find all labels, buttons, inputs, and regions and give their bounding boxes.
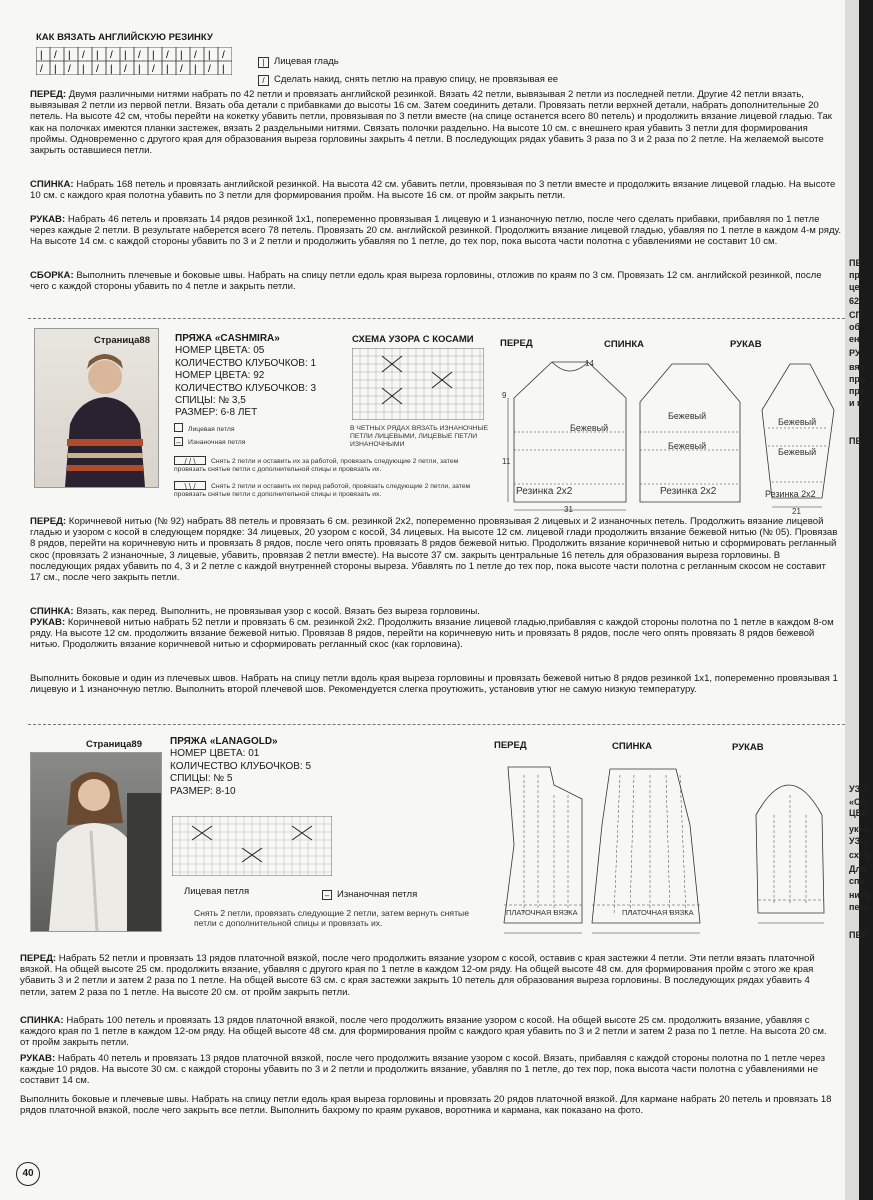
rib-chart-symbol: /	[82, 50, 85, 61]
page-number: 40	[16, 1162, 40, 1186]
back-instructions-1: СПИНКА: Набрать 168 петель и провязать английской резинкой. На высота 42 см. убавить петли, провязывая по 3 петли вместе и продолжить вязание лицевой гладью. На высоте 10 см. с каждого края полотна убавить по 3 петли для формирования пройм. На высоте 16 см. от пройм закрыть петли.	[30, 179, 836, 202]
scheme-title: СХЕМА УЗОРА С КОСАМИ	[352, 334, 474, 345]
legend-yarn-over: / Сделать накид, снять петлю на правую спицу, не провязывая ее	[258, 74, 558, 86]
rib-chart-symbol: /	[180, 64, 183, 75]
edge-text-fragment: Для	[849, 864, 867, 874]
rib-chart-symbol: /	[96, 64, 99, 75]
diagram-back-label: СПИНКА	[604, 339, 645, 350]
sleeve-instructions-1: РУКАВ: Набрать 46 петель и провязать 14 рядов резинкой 1х1, попеременно провязывая 1 лицевую и 1 изнаночную петлю, после чего сделать прибавки, прибавляя по 1 петле через каждые 2 петли. В результате наберется всего 78 петель. Провязать 20 см. английской резинкой. Продолжить вязание лицевой гладью, убавляя по 1 петле в каждом 4-м ряду. На высоте 14 см. с каждой стороны убавить по 3 и 2 петли и продолжить убавляя по 1 петле, до тех пор, пока высота части полотна с убавлениями не составит 10 см.	[30, 214, 842, 248]
cable-pattern-chart	[172, 816, 332, 876]
diagram-front-label: ПЕРЕД	[494, 740, 527, 751]
edge-text-fragment: пр	[849, 270, 860, 280]
rib-chart-symbol: |	[124, 50, 127, 61]
rib-chart-symbol: /	[166, 50, 169, 61]
legend-cable: Снять 2 петли, провязать следующие 2 петли, затем вернуть снятые петли с дополнительной спицы и провязать их.	[194, 908, 469, 928]
diagram-sleeve-label: РУКАВ	[732, 742, 764, 753]
edge-text-fragment: УЗО	[849, 784, 868, 794]
dim-31: 31	[564, 505, 573, 514]
rib-chart-symbol: /	[54, 50, 57, 61]
page-reference: Страница89	[86, 739, 142, 750]
garter-label-back: ПЛАТОЧНАЯ ВЯЗКА	[622, 908, 694, 917]
rib-chart-symbol: |	[194, 64, 197, 75]
beige-label-front: Бежевый	[570, 423, 609, 433]
english-rib-chart	[36, 47, 232, 75]
rib-chart-symbol: |	[208, 50, 211, 61]
rib-chart-symbol: /	[194, 50, 197, 61]
rib-chart-symbol: |	[166, 64, 169, 75]
rib-chart-symbol: |	[138, 64, 141, 75]
edge-text-fragment: нить	[849, 890, 870, 900]
beige-label-back-2: Бежевый	[668, 441, 707, 451]
dim-14: 14	[585, 359, 594, 368]
dim-21: 21	[792, 507, 801, 516]
girl-cardigan-photo	[30, 752, 162, 932]
edge-text-fragment: ПЕ	[849, 258, 862, 268]
page-reference: Страница88	[94, 335, 150, 346]
edge-text-fragment: схем	[849, 850, 871, 860]
rib-chart-symbol: |	[96, 50, 99, 61]
rib-chart-symbol: /	[138, 50, 141, 61]
rib-label-front: Резинка 2х2	[516, 486, 573, 497]
finish-instructions-2: Выполнить боковые и один из плечевых швов. Набрать на спицу петли вдоль края выреза горловины и провязать бежевой нитью 8 рядов резинкой 1х1, попеременно провязывая 1 лицевую и 1 изнаночную петлю. Выполнить второй плечевой шов. Рекомендуется слегка проутюжить, установив утюг не самую низкую температуру.	[30, 673, 838, 696]
legend-knit: | Лицевая гладь	[258, 56, 339, 68]
beige-label-sleeve-1: Бежевый	[778, 417, 817, 427]
yarn-specs: ПРЯЖА «CASHMIRA» НОМЕР ЦВЕТА: 05 КОЛИЧЕСТВО КЛУБОЧКОВ: 1 НОМЕР ЦВЕТА: 92 КОЛИЧЕСТВО КЛУБОЧКОВ: 3 СПИЦЫ: № 3,5 РАЗМЕР: 6-8 ЛЕТ	[175, 333, 317, 419]
edge-text-fragment: УЗО	[849, 836, 868, 846]
edge-text-fragment: при	[849, 386, 866, 396]
edge-text-fragment: спи	[849, 876, 865, 886]
section-title: КАК ВЯЗАТЬ АНГЛИЙСКУЮ РЕЗИНКУ	[36, 32, 213, 43]
boy-sweater-photo	[34, 328, 159, 488]
rib-chart-symbol: /	[110, 50, 113, 61]
rib-chart-symbol: /	[40, 64, 43, 75]
back-instructions-2: СПИНКА: Вязать, как перед. Выполнить, не провязывая узор с косой. Вязать без выреза горловины.	[30, 606, 480, 617]
legend-cable-back: / / \ Снять 2 петли и оставить их за работой, провязать следующие 2 петли, затем провязать снятые петли с дополнительной спицы и провязать их.	[174, 457, 459, 473]
section-divider	[28, 318, 845, 319]
diagram-back-label: СПИНКА	[612, 741, 653, 752]
dim-11: 11	[502, 457, 511, 466]
scheme-note: В ЧЕТНЫХ РЯДАХ ВЯЗАТЬ ИЗНАНОЧНЫЕ ПЕТЛИ ЛИЦЕВЫМИ, ЛИЦЕВЫЕ ПЕТЛИ ИЗНАНОЧНЫМИ	[350, 425, 489, 448]
garter-label-front: ПЛАТОЧНАЯ ВЯЗКА	[506, 908, 578, 917]
finish-instructions-3: Выполнить боковые и плечевые швы. Набрать на спицу петли едоль края выреза горловины и провязать 20 рядов платочной вязкой. Для кармане набрать 20 петель и провязать 18 рядов платочной вязкой, после чего закрыть все петли. Выполнить бахрому по краям рукавов, воротника и кармана, как показано на фото.	[20, 1094, 832, 1117]
yarn-over-symbol: /	[258, 75, 269, 86]
edge-text-fragment: и п	[849, 398, 863, 408]
diagram-sleeve-label: РУКАВ	[730, 339, 762, 350]
edge-text-fragment: вяз	[849, 362, 865, 372]
rib-chart-symbol: |	[152, 50, 155, 61]
edge-text-fragment: об	[849, 322, 861, 332]
rib-chart-symbol: /	[124, 64, 127, 75]
edge-text-fragment: про	[849, 374, 866, 384]
rib-chart-symbol: /	[152, 64, 155, 75]
beige-label-sleeve-2: Бежевый	[778, 447, 817, 457]
adjacent-page-edge	[845, 0, 873, 1200]
edge-text-fragment: указ	[849, 824, 869, 834]
edge-text-fragment: це	[849, 282, 860, 292]
knit-symbol: |	[258, 57, 269, 68]
dim-9: 9	[502, 391, 507, 400]
edge-text-fragment: 62	[849, 296, 860, 306]
rib-chart-symbol: /	[208, 64, 211, 75]
diagram-front-label: ПЕРЕД	[500, 338, 533, 349]
legend-knit-stitch: Лицевая петля	[184, 886, 250, 897]
cable-pattern-chart	[352, 348, 484, 420]
back-instructions-3: СПИНКА: Набрать 100 петель и провязать 13 рядов платочной вязкой, после чего продолжить вязание узором с косой. На общей высоте 25 см. продолжить вязание, убавляя с каждого края по 1 петле в каждом 12-ом ряду. На общей высоте 48 см. для формирования пройм с каждого края убавить по 3 и 2 петли и затем 2 раза по 1 петле. На высота 20 см. от пройм закрыть петли.	[20, 1015, 827, 1049]
rib-chart-symbol: |	[110, 64, 113, 75]
rib-label-sleeve: Резинка 2х2	[765, 489, 816, 499]
rib-chart-symbol: |	[40, 50, 43, 61]
edge-text-fragment: ЦВЕ	[849, 808, 869, 818]
rib-chart-symbol: /	[68, 64, 71, 75]
sleeve-instructions-3: РУКАВ: Набрать 40 петель и провязать 13 рядов платочной вязкой, после чего продолжить вязание узором с косой. Вязать, прибавляя с каждой стороны полотна по 1 петле через каждые 10 рядов. На высоте 30 см. с каждой стороны убавить по 3 и 2 петли и продолжить вязание, убавляя по 1 петле, до тех пор, пока высота части полотна с убавлениями не составит 14 см.	[20, 1053, 826, 1087]
rib-chart-symbol: |	[82, 64, 85, 75]
rib-chart-symbol: /	[222, 50, 225, 61]
assembly-instructions-1: СБОРКА: Выполнить плечевые и боковые швы. Набрать на спицу петли едоль края выреза горловины, отложив по краям по 3 см. Провязать 12 см. английской резинкой, после чего с каждой стороны убавить по 4 петле и закрыть петли.	[30, 270, 822, 293]
legend-purl-stitch: – Изнаночная петля	[322, 889, 417, 900]
section-divider	[28, 724, 845, 725]
edge-text-fragment: РУ	[849, 348, 861, 358]
front-instructions-1: ПЕРЕД: Двумя различными нитями набрать по 42 петли и провязать английской резинкой. Вязать 42 петли, вывязывая 2 петли из последней петли. Другие 42 петли вязать, вывязывая 2 петли из первой петли. Вязать оба детали с прибавками до высоты 16 см. Затем соединить детали. Провязать петли верхней детали, набрать дополнительные 20 петель. На высоте 42 см, чтобы перейти на кокетку убавить петли, провязывая по 3 петли вместе (на спице останется всего 80 петель) и продолжить вязание лицевой гладью. Так как на полочках имеются планки застежек, вязать 2 раздельными нитями. Связать полочки раздельно. На высоте 10 см. с внешнего края убавить 3 петли для формирования проймы. Одновременно с другого края для образования выреза горловины закрыть 4 петли. В последующих рядах убавить 3 раза по 3 и 2 раза по 2 петле. На желаемой высоте закрыть оставшиеся петли.	[30, 89, 832, 157]
legend-cable-front: \ \ / Снять 2 петли и оставить их перед работой, провязать следующие 2 петли, затем провязать снятые петли с дополнительной спицы и провязать их.	[174, 482, 471, 498]
beige-label-back-1: Бежевый	[668, 411, 707, 421]
edge-text-fragment: петл	[849, 902, 870, 912]
legend-purl-stitch: – Изнаночная петля	[174, 437, 245, 447]
rib-chart-symbol: |	[68, 50, 71, 61]
edge-text-fragment: ПЕ	[849, 436, 862, 446]
rib-chart-symbol: |	[180, 50, 183, 61]
legend-knit-stitch: Лицевая петля	[174, 423, 235, 434]
edge-text-fragment: СП	[849, 310, 862, 320]
sleeve-instructions-2: РУКАВ: Коричневой нитью набрать 52 петли и провязать 6 см. резинкой 2х2. Продолжить вязание лицевой гладью,прибавляя с каждой стороны полотна по 1 петле в каждом 8-ом ряду. На высоте 12 см. продолжить вязание бежевой нитью. Провязав 8 рядов, перейти на коричневую нить и провязать 8 рядов, после чего опять провязать 8 рядов бежевой нитью. Продолжить вязание коричневой нитью и сформировать регланный скос (как горловина).	[30, 617, 834, 651]
rib-label-back: Резинка 2х2	[660, 486, 717, 497]
rib-chart-symbol: |	[222, 64, 225, 75]
edge-text-fragment: «СЕ	[849, 797, 867, 807]
front-instructions-2: ПЕРЕД: Коричневой нитью (№ 92) набрать 88 петель и провязать 6 см. резинкой 2х2, попеременно провязывая 2 лицевых и 2 изнаночных петель. Продолжить вязание лицевой гладью и узором с косой в следующем порядке: 34 лицевых, 20 узором с косой, 34 лицевых. На высоте 12 см. лицевой глади продолжить вязание бежевой нитью (№ 05). Провязав 8 рядов, перейти на коричневую нить и провязать 8 рядов, после чего опять провязать 8 рядов бежевой нитью. Продолжить вязание коричневой нитью и сформировать регланный скос (провязать 2 изнаночные, 3 лицевые, убавить, провязав 2 петли вместе). На высоте 37 см. закрыть центральные 16 петель для образования выреза горловины. В последующих рядах убавить по 4, 3 и 2 петле с каждой внутренней стороны выреза. Убавлять по 1 петле до тех пор, пока высоте части полотна с регланным скосом не составит 17 см., после чего закрыть петли.	[30, 516, 838, 584]
edge-text-fragment: ПЕР	[849, 930, 868, 940]
rib-chart-symbol: |	[54, 64, 57, 75]
edge-text-fragment: ен	[849, 334, 860, 344]
binding-shadow	[859, 0, 873, 1200]
front-instructions-3: ПЕРЕД: Набрать 52 петли и провязать 13 рядов платочной вязкой, после чего продолжить вязание узором с косой, оставив с края застежки 4 петли. Эти петли вязать платочной вязкой. На общей высоте 25 см. продолжить вязание, убавляя с другого края по 1 петле в каждом 12-ом ряду. На общей высоте 48 см. для формирования пройм с этого же края убавить 3 и 2 петли и затем 2 раза по 1 петле. На общей высоте 63 см. с края застежки закрыть 10 петель для образования выреза горловины. В последующих рядах убавить 4 петли, затем 2 раза по 1 петле. На высоте 20 см. от пройм закрыть петли.	[20, 953, 815, 998]
yarn-specs: ПРЯЖА «LANAGOLD» НОМЕР ЦВЕТА: 01 КОЛИЧЕСТВО КЛУБОЧКОВ: 5 СПИЦЫ: № 5 РАЗМЕР: 8-10	[170, 736, 312, 797]
